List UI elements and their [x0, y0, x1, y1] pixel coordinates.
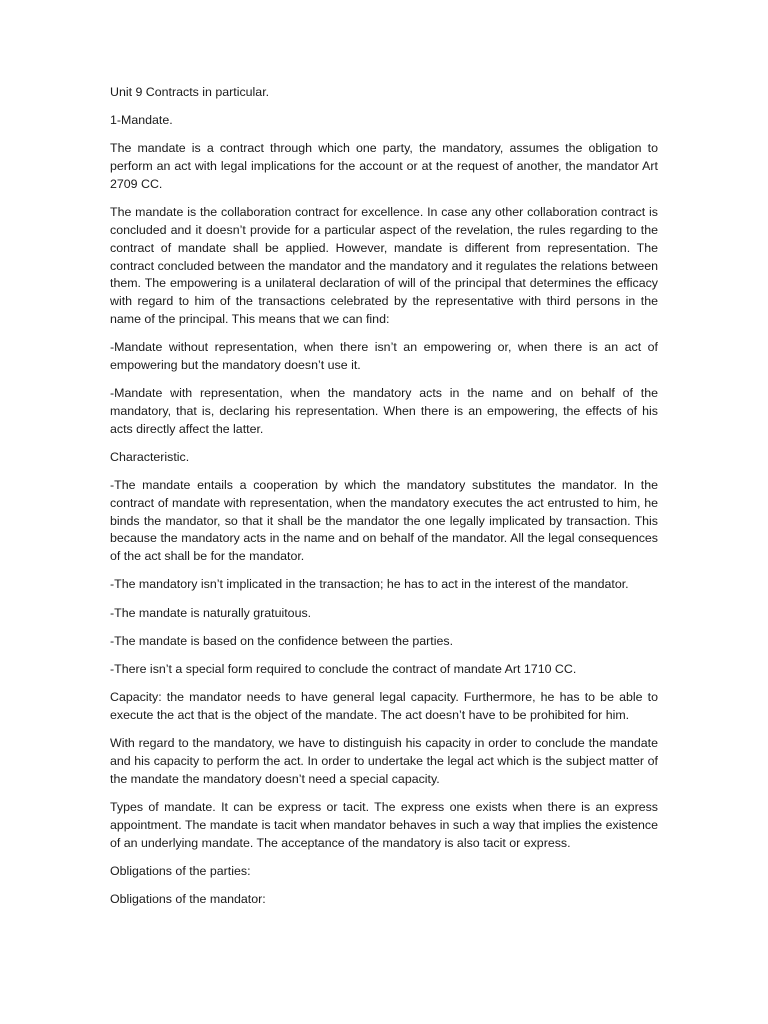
section-heading: 1-Mandate.	[110, 113, 173, 128]
paragraph-confidence: -The mandate is based on the confidence between the parties.	[110, 633, 454, 648]
paragraph-capacity-mandator: Capacity: the mandator needs to have general legal capacity. Furthermore, he has to be able to execute the act that is the object of the mandate. The act doesn’t have to be prohibited for him.	[110, 690, 658, 722]
subheading-obligations-mandator: Obligations of the mandator:	[110, 891, 266, 906]
document-title: Unit 9 Contracts in particular.	[110, 85, 270, 99]
paragraph-not-implicated: -The mandatory isn’t implicated in the transaction; he has to act in the interest of the mandator.	[110, 577, 629, 592]
paragraph-gratuitous: -The mandate is naturally gratuitous.	[110, 605, 312, 620]
document-page	[110, 84, 658, 919]
subheading-obligations-parties: Obligations of the parties:	[110, 863, 251, 878]
paragraph-without-representation: -Mandate without representation, when there isn’t an empowering or, when there is an act of empowering but the mandatory doesn’t use it.	[110, 340, 658, 372]
paragraph-definition: The mandate is a contract through which one party, the mandatory, assumes the obligation to perform an act with legal implications for the account or at the request of another, the mandator Art 2709 CC.	[110, 141, 658, 191]
paragraph-types: Types of mandate. It can be express or tacit. The express one exists when there is an express appointment. The mandate is tacit when mandator behaves in such a way that implies the existence of an underlying mandate. The acceptance of the mandatory is also tacit or express.	[110, 799, 658, 850]
paragraph-capacity-mandatory: With regard to the mandatory, we have to distinguish his capacity in order to conclude the mandate and his capacity to perform the act. In order to undertake the legal act which is the subject matter of the mandate the mandatory doesn’t need a special capacity.	[110, 736, 658, 786]
paragraph-form: -There isn’t a special form required to conclude the contract of mandate Art 1710 CC.	[110, 662, 577, 677]
paragraph-with-representation: -Mandate with representation, when the mandatory acts in the name and on behalf of the mandatory, that is, declaring his representation. When there is an empowering, the effects of his acts directly affect the latter.	[110, 386, 658, 436]
paragraph-collaboration: The mandate is the collaboration contract for excellence. In case any other collaboration contract is concluded and it doesn’t provide for a particular aspect of the revelation, the rules regarding to the contract of mandate shall be applied. However, mandate is different from representation. The contract concluded between the mandator and the mandatory and it regulates the relations between them. The empowering is a unilateral declaration of will of the principal that determines the efficacy with regard to him of the transactions celebrated by the representative with third persons in the name of the principal. This means that we can find:	[110, 205, 658, 326]
paragraph-cooperation: -The mandate entails a cooperation by which the mandatory substitutes the mandator. In the contract of mandate with representation, when the mandatory executes the act entrusted to him, he binds the mandator, so that it shall be the mandator the one legally implicated by transaction. This because the mandatory acts in the name and on behalf of the mandator. All the legal consequences of the act shall be for the mandator.	[110, 478, 658, 564]
subheading-characteristic: Characteristic.	[110, 449, 190, 464]
